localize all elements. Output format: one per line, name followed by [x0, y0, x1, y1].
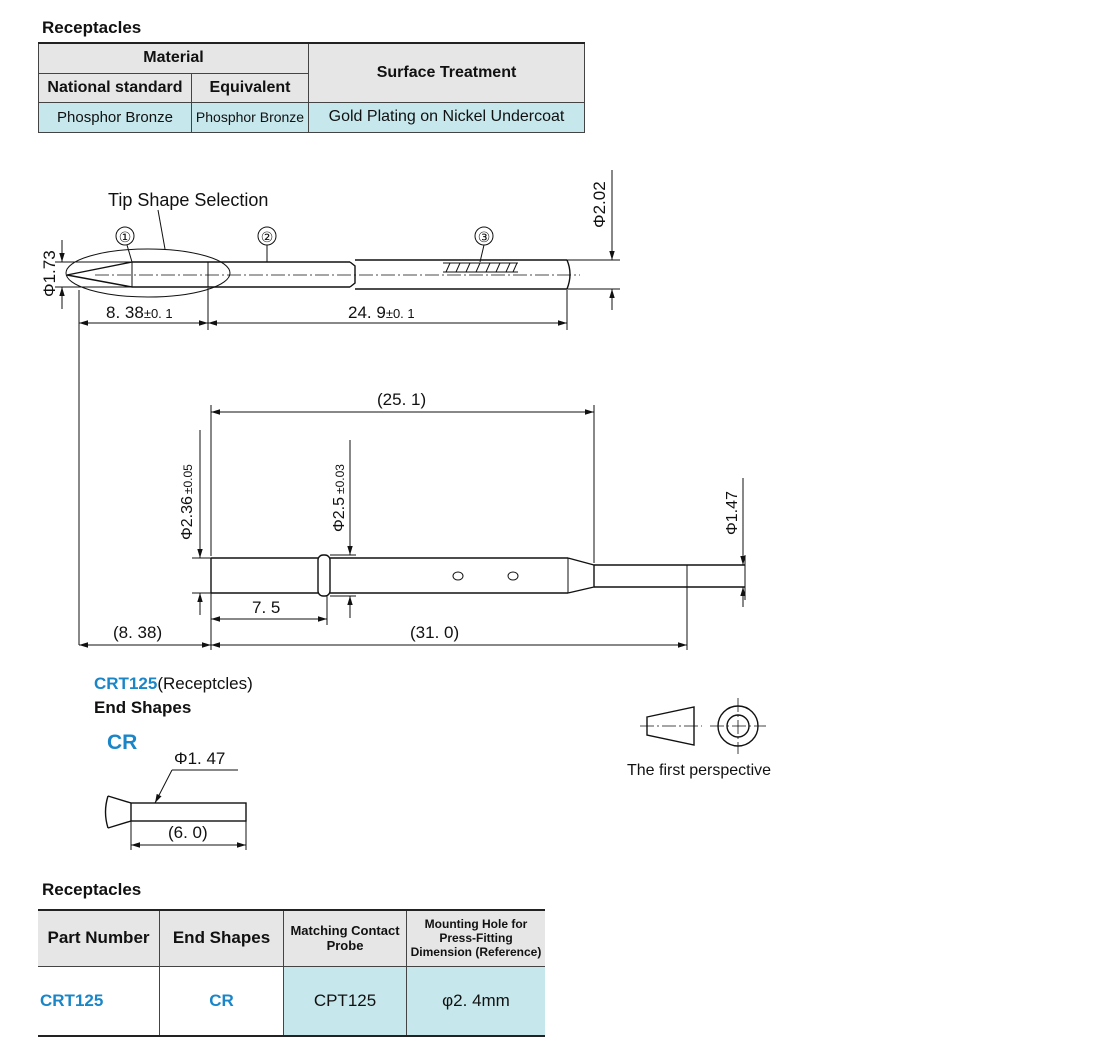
- header-equivalent: Equivalent: [192, 73, 309, 102]
- header-end-shapes: End Shapes: [160, 910, 284, 966]
- dim-body-length: 24. 9: [348, 303, 386, 322]
- dim-body-dia: Φ2.36: [179, 496, 196, 540]
- svg-text:8. 38±0. 1: [106, 303, 173, 322]
- tip-selection-ellipse: [66, 249, 230, 297]
- svg-text:Φ2.5±0.03: [331, 464, 348, 532]
- svg-text:24. 9±0. 1: [348, 303, 415, 322]
- parts-section-title: Receptacles: [42, 880, 142, 899]
- cell-end-shape: CR: [160, 966, 284, 1036]
- cell-mounting-hole: φ2. 4mm: [407, 966, 546, 1036]
- end-shape-drawing: [106, 749, 247, 850]
- cell-part-number: CRT125: [38, 966, 160, 1036]
- cell-national: Phosphor Bronze: [39, 102, 192, 132]
- end-shapes-part-number: CRT125: [94, 674, 158, 693]
- header-matching-probe: Matching Contact Probe: [284, 910, 407, 966]
- callout-1: ①: [118, 229, 132, 245]
- cell-equivalent: Phosphor Bronze: [192, 102, 309, 132]
- dim-overall-length: (25. 1): [377, 390, 427, 409]
- end-shape-length: (6. 0): [168, 823, 208, 842]
- end-shapes-part-suffix: (Receptcles): [157, 674, 253, 693]
- dim-offset-length: (8. 38): [113, 623, 163, 642]
- table-row: [38, 966, 545, 1036]
- projection-symbol-icon: [640, 698, 766, 754]
- end-shape-pin: [131, 803, 246, 821]
- probe-tip-outline: [67, 262, 132, 287]
- header-part-number: Part Number: [38, 910, 160, 966]
- callout-3: ③: [477, 229, 491, 245]
- header-surface-treatment: Surface Treatment: [309, 43, 585, 102]
- dim-dia-body: Φ2.02: [590, 181, 609, 228]
- end-shape-code: CR: [107, 731, 138, 754]
- end-shape-dia: Φ1. 47: [174, 749, 226, 768]
- receptacle-hole-2: [508, 572, 518, 580]
- header-national-standard: National standard: [39, 73, 192, 102]
- dim-collar-dia: Φ2.5: [331, 496, 348, 532]
- dim-total-length: (31. 0): [410, 623, 460, 642]
- spring-hatch: [443, 263, 518, 272]
- header-material: Material: [39, 43, 309, 73]
- dim-dia-tip: Φ1.73: [40, 250, 59, 297]
- end-shapes-heading: End Shapes: [94, 698, 192, 717]
- dim-tip-length-tol: ±0. 1: [143, 306, 173, 321]
- dim-collar-length: 7. 5: [252, 598, 281, 617]
- dim-collar-dia-tol: ±0.03: [333, 464, 347, 494]
- receptacle-drawing: [79, 390, 745, 650]
- dim-body-length-tol: ±0. 1: [385, 306, 415, 321]
- material-section-title: Receptacles: [42, 18, 142, 37]
- dim-body-dia-tol: ±0.05: [181, 464, 195, 495]
- callout-2: ②: [260, 229, 274, 245]
- header-mounting-hole: Mounting Hole for Press-Fitting Dimension (Reference): [407, 910, 546, 966]
- tip-shape-label: Tip Shape Selection: [108, 190, 269, 210]
- cell-matching-probe: CPT125: [284, 966, 407, 1036]
- svg-text:Φ2.36±0.05: [179, 464, 196, 540]
- cell-surface: Gold Plating on Nickel Undercoat: [309, 102, 585, 132]
- dim-tip-length: 8. 38: [106, 303, 144, 322]
- projection-label: The first perspective: [627, 762, 772, 779]
- parts-table: [38, 909, 545, 1037]
- receptacle-collar: [318, 555, 330, 596]
- dim-tail-dia: Φ1.47: [724, 491, 741, 535]
- receptacle-hole-1: [453, 572, 463, 580]
- end-shapes-part-title: [94, 674, 253, 694]
